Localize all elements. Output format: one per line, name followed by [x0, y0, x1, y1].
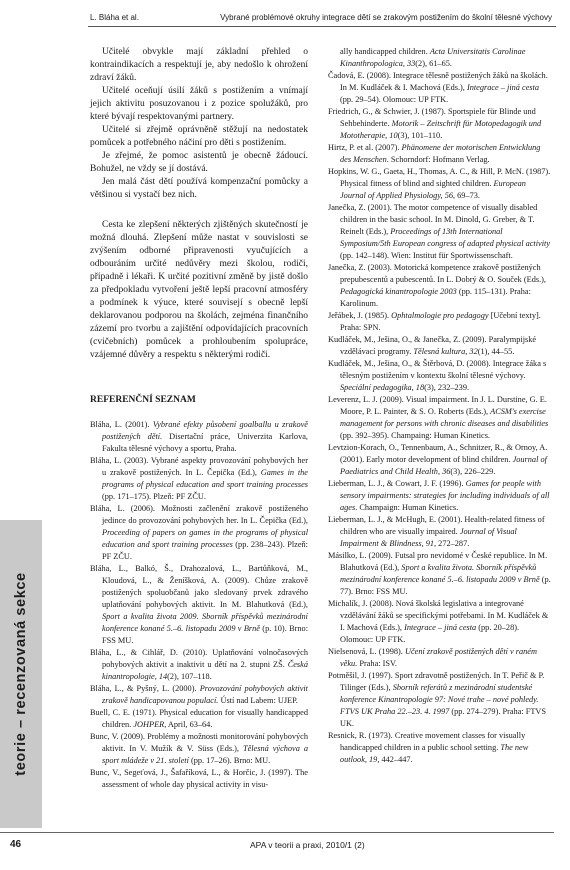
reference-list-left	[90, 419, 308, 791]
reference-source: Proceeding of papers on games in the programs of physical education and sport training processes	[102, 528, 308, 549]
reference-entry	[90, 503, 308, 563]
page-number: 46	[10, 839, 22, 850]
body-paragraph: Učitelé obvykle mají základní přehled o kontraindikacích a respektují je, aby nedošlo k ohrožení zdraví žáků.	[90, 47, 308, 83]
reference-entry	[328, 202, 552, 262]
reference-text: Buell, C. E. (1971). Physical education for visually handicapped children.	[90, 708, 308, 729]
reference-entry	[328, 262, 552, 310]
reference-text: (pp. 274–279). Praha: FTVS UK.	[340, 707, 547, 728]
footer-journal: APA v teorii a praxi, 2010/1 (2)	[250, 840, 365, 850]
reference-source: Provozování pohybových aktivit zrakově handicapovanou populací.	[102, 684, 308, 705]
reference-entry	[90, 731, 308, 767]
reference-entry	[328, 310, 552, 334]
reference-text: Lieberman, L. J., & Cowart, J. F. (1996).	[328, 479, 466, 488]
body-paragraph: Učitelé si zřejmě oprávněně stěžují na nedostatek pomůcek a potřebného náčiní pro děti s postižením.	[90, 125, 308, 148]
reference-text: Potměšil, J. (1997). Sport zdravotně postižených. In T. Peřič & P. Tilinger (Eds.),	[328, 671, 545, 692]
reference-text: . Schorndorf: Hofmann Verlag.	[386, 155, 490, 164]
reference-text: Michalík, J. (2008). Nová školská legislativa a integrované vzdělávání žáků se specifickými potřebami. In M. Kudláček & I. Machová (Eds.),	[328, 599, 549, 632]
reference-source: Tělesná kultura, 32	[413, 347, 478, 356]
reference-text: . Champaign: Human Kinetics.	[355, 503, 459, 512]
paragraph-gap	[90, 202, 308, 219]
reference-text: Kudláček, M., Ješina, O., & Janečka, Z. (2009). Paralympijské vzdělávací programy.	[328, 335, 537, 356]
reference-entry	[328, 550, 552, 598]
reference-text: (pp. 29–54). Olomouc: UP FTK.	[340, 95, 449, 104]
reference-source: Journal of Visual Impairment & Blindness, 91	[340, 527, 517, 548]
reference-text: , 442–447.	[377, 755, 413, 764]
reference-text: (p. 10). Brno: FSS MU.	[102, 624, 309, 645]
reference-source: Tělesná výchova a sport mládeže v 21. století	[102, 744, 308, 765]
reference-text: (2), 61–65.	[415, 59, 452, 68]
reference-text: (1), 44–55.	[477, 347, 515, 356]
reference-source: Games in the programs of physical education and sport training processes	[102, 468, 308, 489]
header-authors: L. Bláha et al.	[90, 13, 139, 22]
reference-source: Integrace – jiná cesta	[466, 83, 540, 92]
reference-entry	[328, 730, 552, 766]
reference-text: [Učební texty]. Praha: SPN.	[340, 311, 541, 332]
reference-source: Pedagogická kinantropologie 2003	[340, 287, 457, 296]
reference-entry	[90, 455, 308, 503]
reference-source: Česká kinantropologie, 14	[102, 660, 308, 681]
reference-entry	[328, 394, 552, 442]
reference-text: (3), 101–110.	[397, 131, 443, 140]
reference-source: Sborník referátů z mezinárodní studentské konference Kinantropologie 97: Nové trahe – nové pohledy. FTVS UK Praha 22.–23. 4. 1997	[340, 683, 539, 716]
reference-source: Integrace – jiná cesta	[404, 623, 477, 632]
reference-source: The new outlook, 19	[340, 743, 529, 764]
reference-source: Phänomene der motorischen Entwicklung des Menschen	[340, 143, 541, 164]
reference-entry	[328, 670, 552, 730]
reference-source: Ophtalmologie pro pedagogy	[391, 311, 489, 320]
reference-text: Leverenz, L. J. (2009). Visual impairment. In J. L. Durstine, G. E. Moore, P. L. Painter, & S. O. Roberts (Eds.),	[328, 395, 547, 416]
reference-entry	[328, 358, 552, 394]
reference-text: (3), 232–239.	[424, 383, 470, 392]
left-column	[90, 46, 308, 791]
reference-source: Sport a kvalita života 2009. Sborník příspěvků mezinárodní konference konané 5.–6. listopadu 2009 v Brně	[102, 612, 308, 633]
reference-text: Hopkins, W. G., Gaeta, H., Thomas, A. C., & Hill, P. McN. (1987). Physical fitness of blind and sighted children.	[328, 167, 551, 188]
reference-text: Disertační práce, Univerzita Karlova, Fakulta tělesné výchovy a sportu, Praha.	[102, 432, 308, 453]
reference-text: , April, 63–64.	[164, 720, 213, 729]
running-header	[0, 7, 570, 27]
reference-text: Bláha, L. (2003). Vybrané aspekty provozování pohybových her u zrakově postižených. In L. Čepička (Ed.),	[90, 456, 308, 477]
reference-text: ally handicapped children.	[340, 47, 430, 56]
reference-text: Bláha, L., & Cihlář, D. (2010). Uplatňování volnočasových pohybových aktivit a inaktivit u dětí na 2. stupni ZŠ.	[90, 648, 308, 669]
reference-text: Bunc, V., Segeťová, J., Šafaříková, L., & Horčic, J. (1997). The assessment of whole day physical activity in visu-	[90, 768, 308, 789]
reference-entry	[90, 767, 308, 791]
reference-source: Proceedings of 13th International Symposium/5th European congress of adapted physical activity	[340, 227, 550, 248]
reference-text: Janečka, Z. (2003). Motorická kompetence zrakově postižených prepubescentů a pubescentů. In L. Dobrý & O. Souček (Eds.),	[328, 263, 546, 284]
reference-text: Bláha, L., Balkó, Š., Drahozalová, L., Bartůňková, M., Kloudová, L., & Ženíšková, A. (2009). Chůze zrakově postižených spoluobčanů jako sledovaný prvek zdravého uplatňování pohybových aktivit. In M. Blahutková (Ed.),	[90, 564, 308, 609]
reference-source: Vybrané efekty působení goalballu u zrakově postižených dětí.	[102, 420, 308, 441]
reference-source: Motorik – Zeitschrift für Motopedagogik und Mototherapie, 10	[340, 119, 542, 140]
section-label: teorie – recenzovaná sekce	[13, 572, 29, 776]
reference-entry	[328, 46, 552, 70]
reference-text: Praha: ISV.	[357, 659, 397, 668]
reference-text: (pp. 392–395). Champaing: Human Kinetics.	[340, 431, 491, 440]
reference-text: (pp. 20–28). Olomouc: UP FTK.	[340, 623, 520, 644]
reference-text: (pp. 142–148). Wien: Institut für Sportwissenschaft.	[340, 251, 513, 260]
reference-entry	[90, 563, 308, 647]
reference-entry	[328, 106, 552, 142]
reference-entry	[328, 514, 552, 550]
reference-text: , 272–287.	[434, 539, 470, 548]
reference-entry	[328, 478, 552, 514]
reference-text: (pp. 115–131). Praha: Karolinum.	[340, 287, 531, 308]
reference-entry	[328, 334, 552, 358]
reference-text: Resnick, R. (1973). Creative movement classes for visually handicapped children in a public school setting.	[328, 731, 526, 752]
reference-text: Nielsenová, L. (1998).	[328, 647, 405, 656]
reference-text: Friedrich, G., & Schwier, J. (1987). Sportspiele für Blinde und Sehbehinderte.	[328, 107, 536, 128]
reference-source: European Journal of Applied Physiology, 56	[340, 179, 526, 200]
reference-text: Bláha, L. (2006). Možnosti začlenění zrakově postiženého jedince do provozování pohybových her. In L. Čepička (Ed.),	[90, 504, 308, 525]
reference-text: Levtzion-Korach, O., Tennenbaum, A., Schnitzer, R., & Ornoy, A. (2001). Early motor development of blind children.	[328, 443, 548, 464]
reference-text: Hirtz, P. et al. (2007).	[328, 143, 402, 152]
reference-source: ACSM's exercise management for persons with chronic diseases and disabilities	[340, 407, 549, 428]
reference-source: Učení zrakově postižených dětí v raném věku.	[340, 647, 537, 668]
body-paragraph: Jen malá část dětí používá kompenzační pomůcky a většinou si vystačí bez nich.	[90, 177, 308, 200]
reference-text: Bunc, V. (2009). Problémy a možnosti monitorování pohybových aktivit. In V. Mužík & V. Süss (Eds.),	[90, 732, 308, 753]
reference-source: Games for people with sensory impairments: strategies for including individuals of all ages	[340, 479, 550, 512]
reference-source: Speciální pedagogika, 18	[340, 383, 425, 392]
reference-text: Bláha, L., & Pyšný, L. (2000).	[90, 684, 200, 693]
reference-entry	[328, 442, 552, 478]
reference-source: JOHPER	[133, 720, 165, 729]
reference-text: Másilko, L. (2009). Futsal pro nevidomé v České republice. In M. Blahutková (Ed.),	[328, 551, 548, 572]
body-paragraph: Cesta ke zlepšení některých zjištěných skutečností je možná dlouhá. Zlepšení může nastat v souvislosti se zvýšením odborné připravenosti vyučujících a odbouráním určité nedůvěry mezi školou, rodiči, případně i lékaři. K určité pozitivní změně by jistě došlo za předpokladu vytvoření ještě lepší pracovní atmosféry a podmínek k výuce, které souvisejí s obecně lepší deklarovanou podporou na školách, zejména finančního zázemí pro tvorbu a zajištění odpovídajících pracovních (cvičebních) pomůcek a prohloubením spolupráce, vzájemné důvěry a respektu s některými rodiči.	[90, 220, 308, 360]
reference-entry	[328, 646, 552, 670]
reference-text: , 69–73.	[453, 191, 480, 200]
reference-entry	[328, 598, 552, 646]
reference-source: Journal of Paediatrics and Child Health, 36	[340, 455, 547, 476]
reference-entry	[90, 419, 308, 455]
header-rule	[88, 26, 556, 27]
reference-entry	[90, 707, 308, 731]
reference-text: (p. 77). Brno: FSS MU.	[340, 575, 551, 596]
header-title: Vybrané problémové okruhy integrace dětí se zrakovým postižením do školní tělesné výchovy	[220, 13, 552, 22]
reference-text: (pp. 238–243). Plzeň: PF ZČU.	[102, 540, 308, 561]
reference-text: Ústí nad Labem: UJEP.	[218, 696, 298, 705]
reference-list-right	[328, 46, 552, 766]
reference-text: (3), 226–229.	[450, 467, 496, 476]
reference-entry	[328, 166, 552, 202]
reference-entry	[328, 70, 552, 106]
reference-text: Jeřábek, J. (1985).	[328, 311, 392, 320]
reference-entry	[328, 142, 552, 166]
reference-text: (2), 107–118.	[167, 672, 212, 681]
reference-text: (pp. 171–175). Plzeň: PF ZČU.	[102, 492, 206, 501]
right-column	[328, 46, 552, 766]
footer-rule	[0, 832, 554, 833]
reference-entry	[90, 647, 308, 683]
reference-text: Janečka, Z. (2001). The motor competence of visually disabled children in the basic school. In M. Dinold, G. Greber, & T. Reinelt (Eds.),	[328, 203, 538, 236]
reference-text: Lieberman, L. J., & McHugh, E. (2001). Health-related fitness of children who are visually impaired.	[328, 515, 545, 536]
body-paragraph: Je zřejmé, že pomoc asistentů je obecně žádoucí. Bohužel, ne vždy se jí dostává.	[90, 151, 308, 174]
references-heading: REFERENČNÍ SEZNAM	[90, 395, 196, 405]
reference-text: Kudláček, M., Ješina, O., & Štěrbová, D. (2008). Integrace žáka s tělesným postižením v kontextu školní tělesné výchovy.	[328, 359, 547, 380]
reference-text: Čadová, E. (2008). Integrace tělesně postižených žáků na školách. In M. Kudláček & I. Machová (Eds.),	[328, 71, 548, 92]
reference-entry	[90, 683, 308, 707]
reference-source: Sport a kvalita života. Sborník příspěvků mezinárodní konference konané 5.–6. listopadu 2009 v Brně	[340, 563, 540, 584]
reference-text: Bláha, L. (2001).	[90, 420, 153, 429]
reference-text: (pp. 17–26). Brno: MU.	[188, 756, 271, 765]
body-paragraph: Učitelé oceňují úsilí žáků s postižením a vnímají jejich aktivitu posuzovanou i z pozice spolužáků, pro které bývají respektovanými partnery.	[90, 86, 308, 122]
reference-source: Acta Universitatis Carolinae Kinanthropologica, 33	[340, 47, 526, 68]
